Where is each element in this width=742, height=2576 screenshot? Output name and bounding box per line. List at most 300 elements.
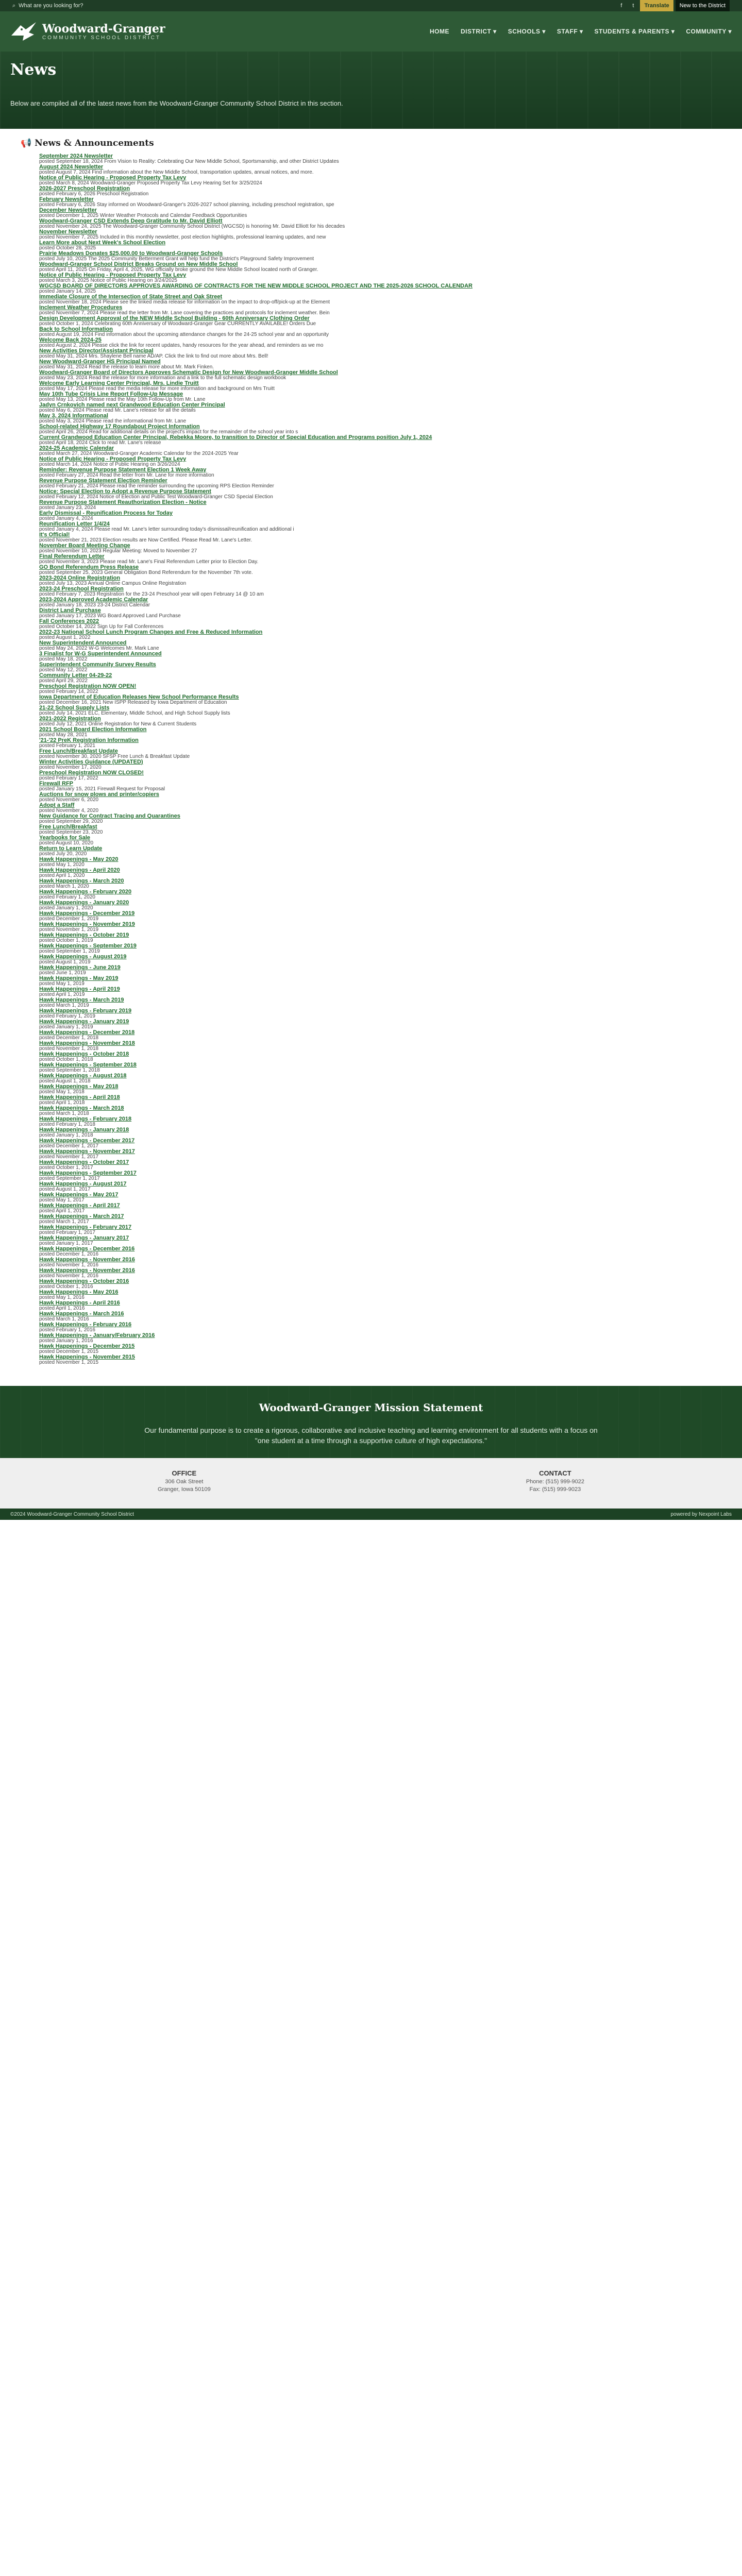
news-title-link[interactable]: Notice of Public Hearing - Proposed Property Tax Levy xyxy=(39,273,187,278)
news-title-link[interactable]: Notice of Public Hearing - Proposed Property Tax Levy xyxy=(39,175,187,181)
news-item xyxy=(39,1073,721,1084)
news-meta: posted September 1, 2019 xyxy=(39,948,100,954)
news-meta: posted September 23, 2020 xyxy=(39,829,103,835)
news-item xyxy=(39,554,721,565)
news-title-link[interactable]: Hawk Happenings - March 2018 xyxy=(39,1106,124,1111)
news-title-link[interactable]: Hawk Happenings - April 2018 xyxy=(39,1095,120,1100)
news-meta: posted January 1, 2020 xyxy=(39,905,93,911)
nav-district[interactable]: DISTRICT ▾ xyxy=(461,28,497,35)
nav-home[interactable]: HOME xyxy=(430,28,450,35)
news-title-link[interactable]: Hawk Happenings - October 2017 xyxy=(39,1160,129,1165)
news-meta: posted February 6, 2026 Stay informed on Woodward-Granger's 2026-2027 school planning, including preschool registration, spe xyxy=(39,202,334,208)
news-title-link[interactable]: Hawk Happenings - October 2019 xyxy=(39,933,129,938)
news-meta: posted November 21, 2023 Election results are Now Certified. Please Read Mr. Lane's Letter. xyxy=(39,537,252,543)
site-logo[interactable] xyxy=(10,20,165,43)
news-title-link[interactable]: Yearbooks for Sale xyxy=(39,835,91,841)
news-title-link[interactable]: Hawk Happenings - May 2018 xyxy=(39,1084,119,1090)
mission-title: Woodward-Granger Mission Statement xyxy=(259,1401,483,1414)
news-meta: posted March 1, 2018 xyxy=(39,1111,89,1116)
news-meta: posted February 1, 2021 xyxy=(39,743,95,749)
office-label: OFFICE xyxy=(172,1469,197,1477)
news-meta: posted March 1, 2016 xyxy=(39,1316,89,1322)
news-title-link[interactable]: Hawk Happenings - January 2018 xyxy=(39,1127,129,1133)
news-item xyxy=(39,1149,721,1160)
news-title-link[interactable]: Hawk Happenings - March 2020 xyxy=(39,878,124,884)
news-meta: posted January 1, 2019 xyxy=(39,1024,93,1030)
news-title-link[interactable]: Notice: Special Election to Adopt a Revenue Purpose Statement xyxy=(39,489,211,495)
news-title-link[interactable]: Learn More about Next Week's School Election xyxy=(39,240,166,246)
news-item xyxy=(39,727,721,738)
news-meta: posted December 1, 2016 xyxy=(39,1251,99,1257)
news-item xyxy=(39,749,721,759)
news-title-link[interactable]: Welcome Early Learning Center Principal, Mrs. Lindie Truitt xyxy=(39,381,199,386)
news-item xyxy=(39,532,721,543)
news-meta: posted November 18, 2024 Please see the linked media release for information on the impact to drop-off/pick-up at the Element xyxy=(39,299,330,305)
news-title-link[interactable]: 2023-2024 Approved Academic Calendar xyxy=(39,597,148,603)
news-title-link[interactable]: Reminder: Revenue Purpose Statement Election 1 Week Away xyxy=(39,467,207,473)
nav-staff[interactable]: STAFF ▾ xyxy=(556,28,583,35)
news-item xyxy=(39,337,721,348)
news-item xyxy=(39,1279,721,1290)
news-item xyxy=(39,1235,721,1246)
news-meta: posted September 1, 2017 xyxy=(39,1176,100,1181)
news-item xyxy=(39,1052,721,1062)
news-item xyxy=(39,597,721,608)
news-title-link[interactable]: February Newsletter xyxy=(39,197,94,202)
contact-label: CONTACT xyxy=(539,1469,571,1477)
news-title-link[interactable]: Woodward-Granger CSD Extends Deep Gratitude to Mr. David Elliott xyxy=(39,218,223,224)
news-item xyxy=(39,954,721,965)
news-title-link[interactable]: 2024-25 Academic Calendar xyxy=(39,446,114,451)
news-title-link[interactable]: Reunification Letter 1/4/24 xyxy=(39,521,110,527)
news-meta: posted May 6, 2024 Please read Mr. Lane's release for all the details xyxy=(39,408,196,413)
news-item xyxy=(39,575,721,586)
facebook-icon[interactable]: f xyxy=(620,3,622,9)
news-meta: posted June 1, 2019 xyxy=(39,970,86,976)
news-meta: posted January 15, 2021 Firewall Request for Proposal xyxy=(39,786,165,792)
news-title-link[interactable]: Hawk Happenings - May 2019 xyxy=(39,976,119,981)
news-title-link[interactable]: Hawk Happenings - February 2020 xyxy=(39,889,132,895)
news-meta: posted October 1, 2017 xyxy=(39,1165,93,1171)
news-title-link[interactable]: Hawk Happenings - March 2017 xyxy=(39,1214,124,1219)
news-title-link[interactable]: Preschool Registration NOW CLOSED! xyxy=(39,770,144,776)
news-meta: posted November 10, 2023 Regular Meeting: Moved to November 27 xyxy=(39,548,197,554)
news-item xyxy=(39,640,721,651)
news-title-link[interactable]: Hawk Happenings - November 2019 xyxy=(39,922,135,927)
news-title-link[interactable]: Winter Activities Guidance (UPDATED) xyxy=(39,759,143,765)
news-title-link[interactable]: Auctions for snow plows and printer/copiers xyxy=(39,792,159,798)
page-description: Below are compiled all of the latest news from the Woodward-Granger Community School District in this section. xyxy=(10,99,343,107)
news-title-link[interactable]: Hawk Happenings - February 2016 xyxy=(39,1322,132,1328)
news-meta: posted April 1, 2019 xyxy=(39,992,85,997)
news-meta: posted August 1, 2018 xyxy=(39,1078,91,1084)
news-title-link[interactable]: August 2024 Newsletter xyxy=(39,164,104,170)
news-title-link[interactable]: Hawk Happenings - December 2015 xyxy=(39,1344,135,1349)
news-item xyxy=(39,651,721,662)
news-meta: posted April 1, 2020 xyxy=(39,873,85,878)
news-item xyxy=(39,814,721,824)
news-meta: posted January 1, 2016 xyxy=(39,1338,93,1344)
news-meta: posted March 8, 2024 Woodward-Granger Proposed Property Tax Levy Hearing Set for 3/25/2024 xyxy=(39,180,262,186)
news-title-link[interactable]: New Activities Director/Assistant Principal xyxy=(39,348,154,354)
news-item xyxy=(39,435,721,446)
news-title-link[interactable]: 3 Finalist for W-G Superintendent Announced xyxy=(39,651,162,657)
news-item xyxy=(39,1095,721,1106)
new-to-district-link[interactable]: New to the District xyxy=(676,0,730,11)
news-title-link[interactable]: Final Referendum Letter xyxy=(39,554,105,560)
news-title-link[interactable]: Hawk Happenings - September 2017 xyxy=(39,1171,137,1176)
news-title-link[interactable]: Hawk Happenings - September 2018 xyxy=(39,1062,137,1068)
news-meta: posted February 1, 2018 xyxy=(39,1122,95,1127)
news-item xyxy=(39,511,721,521)
news-meta: posted January 4, 2024 xyxy=(39,516,93,521)
news-item xyxy=(39,857,721,868)
news-item xyxy=(39,1268,721,1279)
news-meta: posted August 2, 2024 Please click the link for recent updates, handy resources for the year ahead, and reminders as we mo xyxy=(39,343,324,348)
news-item xyxy=(39,1181,721,1192)
news-title-link[interactable]: Early Dismissal - Reunification Process for Today xyxy=(39,511,173,516)
news-title-link[interactable]: Back to School Information xyxy=(39,327,113,332)
news-title-link[interactable]: Immediate Closure of the Intersection of State Street and Oak Street xyxy=(39,294,223,300)
news-title-link[interactable]: Hawk Happenings - March 2016 xyxy=(39,1311,124,1317)
news-title-link[interactable]: Revenue Purpose Statement Election Reminder xyxy=(39,478,167,484)
news-item xyxy=(39,987,721,997)
news-item xyxy=(39,1127,721,1138)
news-meta: posted May 1, 2017 xyxy=(39,1197,85,1203)
news-meta: posted July 13, 2023 Annual Online Campus Online Registration xyxy=(39,581,187,586)
news-title-link[interactable]: November Newsletter xyxy=(39,229,97,235)
news-title-link[interactable]: 21-22 School Supply Lists xyxy=(39,705,110,711)
news-title-link[interactable]: Hawk Happenings - May 2017 xyxy=(39,1192,119,1198)
news-meta: posted December 16, 2021 New ISPP Released by Iowa Department of Education xyxy=(39,700,227,705)
office-address-line: 306 Oak Street xyxy=(165,1479,204,1485)
news-meta: posted March 1, 2019 xyxy=(39,1003,89,1008)
news-meta: posted May 13, 2024 Please read the May 10th Follow-Up from Mr. Lane xyxy=(39,397,206,402)
news-item xyxy=(39,1311,721,1322)
news-item xyxy=(39,240,721,251)
news-meta: posted October 1, 2018 xyxy=(39,1057,93,1062)
news-item xyxy=(39,197,721,208)
news-item xyxy=(39,521,721,532)
news-item xyxy=(39,1019,721,1030)
news-title-link[interactable]: Hawk Happenings - November 2018 xyxy=(39,1041,135,1046)
nav-students-parents[interactable]: STUDENTS & PARENTS ▾ xyxy=(594,28,675,35)
news-meta: posted January 1, 2018 xyxy=(39,1132,93,1138)
news-meta: posted July 10, 2025 The 2025 Community Betterment Grant will help fund the District's Playground Safety Improvement xyxy=(39,256,314,262)
news-item xyxy=(39,781,721,792)
news-meta: posted April 1, 2016 xyxy=(39,1306,85,1311)
news-item xyxy=(39,738,721,749)
news-title-link[interactable]: November Board Meeting Change xyxy=(39,543,130,549)
news-item xyxy=(39,586,721,597)
news-title-link[interactable]: WGCSD BOARD OF DIRECTORS APPROVES AWARDING OF CONTRACTS FOR THE NEW MIDDLE SCHOOL PROJECT AND THE 2025-2026 SCHOOL CALENDAR xyxy=(39,283,473,289)
news-item xyxy=(39,316,721,327)
news-item xyxy=(39,630,721,640)
news-item xyxy=(39,1084,721,1095)
news-title-link[interactable]: Prairie Meadows Donates $25,000.00 to Woodward-Granger Schools xyxy=(39,251,223,257)
news-title-link[interactable]: Hawk Happenings - August 2017 xyxy=(39,1181,127,1187)
news-title-link[interactable]: September 2024 Newsletter xyxy=(39,154,113,159)
news-item xyxy=(39,251,721,262)
news-item xyxy=(39,283,721,294)
contact-info xyxy=(526,1469,584,1509)
news-title-link[interactable]: Hawk Happenings - April 2020 xyxy=(39,868,120,873)
news-item xyxy=(39,770,721,781)
news-title-link[interactable]: Inclement Weather Procedures xyxy=(39,305,123,311)
news-title-link[interactable]: 2022-23 National School Lunch Program Changes and Free & Reduced Information xyxy=(39,630,263,635)
news-meta: posted October 28, 2025 xyxy=(39,245,96,251)
news-title-link[interactable]: Hawk Happenings - December 2016 xyxy=(39,1246,135,1252)
news-item xyxy=(39,359,721,370)
news-title-link[interactable]: Hawk Happenings - May 2016 xyxy=(39,1290,119,1295)
news-title-link[interactable]: New Woodward-Granger HS Principal Named xyxy=(39,359,161,365)
search-icon[interactable]: ⌕ xyxy=(12,2,16,9)
news-meta: posted February 1, 2016 xyxy=(39,1327,95,1333)
news-meta: posted December 1, 2017 xyxy=(39,1143,99,1149)
news-title-link[interactable]: New Guidance for Contract Tracing and Quarantines xyxy=(39,814,180,819)
news-meta: posted March 27, 2024 Woodward-Granger Academic Calendar for the 2024-2025 Year xyxy=(39,451,239,456)
news-meta: posted August 10, 2020 xyxy=(39,840,94,846)
news-title-link[interactable]: Hawk Happenings - March 2019 xyxy=(39,997,124,1003)
news-title-link[interactable]: Hawk Happenings - October 2016 xyxy=(39,1279,129,1284)
news-item xyxy=(39,1214,721,1225)
news-title-link[interactable]: Firewall RFP xyxy=(39,781,74,787)
news-meta: posted July 20, 2020 xyxy=(39,851,87,857)
news-item xyxy=(39,402,721,413)
powered-by-link[interactable]: powered by Nexpoint Labs xyxy=(670,1511,732,1517)
news-title-link[interactable]: Hawk Happenings - February 2017 xyxy=(39,1225,132,1230)
news-title-link[interactable]: Hawk Happenings - November 2015 xyxy=(39,1354,135,1360)
news-meta: posted September 1, 2018 xyxy=(39,1067,100,1073)
news-item xyxy=(39,1106,721,1116)
news-title-link[interactable]: Hawk Happenings - June 2019 xyxy=(39,965,121,971)
news-meta: posted February 1, 2017 xyxy=(39,1230,95,1235)
news-item xyxy=(39,1116,721,1127)
news-title-link[interactable]: May 3, 2024 Informational xyxy=(39,413,108,419)
news-title-link[interactable]: Superintendent Community Survey Results xyxy=(39,662,156,668)
news-title-link[interactable]: Jadyn Crnkovich named next Grandwood Education Center Principal xyxy=(39,402,225,408)
news-item xyxy=(39,792,721,803)
news-title-link[interactable]: Woodward-Granger School District Breaks Ground on New Middle School xyxy=(39,262,238,267)
news-item xyxy=(39,446,721,456)
nav-schools[interactable]: SCHOOLS ▾ xyxy=(508,28,546,35)
news-title-link[interactable]: May 10th Tube Crisis Line Report Follow-Up Message xyxy=(39,392,183,397)
page-hero xyxy=(0,52,742,129)
news-item xyxy=(39,478,721,489)
news-title-link[interactable]: Hawk Happenings - December 2018 xyxy=(39,1030,135,1036)
news-title-link[interactable]: Hawk Happenings - November 2016 xyxy=(39,1268,135,1274)
news-title-link[interactable]: Hawk Happenings - May 2020 xyxy=(39,857,119,862)
news-item xyxy=(39,218,721,229)
news-meta: posted February 17, 2022 xyxy=(39,775,98,781)
news-title-link[interactable]: 2026-2027 Preschool Registration xyxy=(39,186,130,192)
news-meta: posted November 6, 2020 xyxy=(39,797,99,803)
news-title-link[interactable]: Hawk Happenings - August 2019 xyxy=(39,954,127,960)
news-item xyxy=(39,1138,721,1149)
news-item xyxy=(39,262,721,273)
news-title-link[interactable]: Hawk Happenings - September 2019 xyxy=(39,943,137,949)
contact-bar xyxy=(0,1458,742,1509)
news-title-link[interactable]: Hawk Happenings - April 2017 xyxy=(39,1203,120,1209)
news-meta: posted February 1, 2019 xyxy=(39,1013,95,1019)
news-meta: posted September 18, 2024 From Vision to Reality: Celebrating Our New Middle School, Sportsmanship, and other District Updates xyxy=(39,159,339,164)
news-meta: posted November 1, 2018 xyxy=(39,1046,99,1052)
news-meta: posted July 14, 2021 ELC, Elementary, Middle School, and High School Supply lists xyxy=(39,710,230,716)
news-item xyxy=(39,1344,721,1354)
news-item xyxy=(39,889,721,900)
news-title-link[interactable]: Preschool Registration NOW OPEN! xyxy=(39,684,137,689)
news-meta: posted May 17, 2024 Please read the media release for more information and background on Mrs Truitt xyxy=(39,386,275,392)
news-item xyxy=(39,1008,721,1019)
news-meta: posted April 1, 2017 xyxy=(39,1208,85,1214)
news-item xyxy=(39,154,721,164)
news-title-link[interactable]: School-related Highway 17 Roundabout Project Information xyxy=(39,424,200,430)
news-meta: posted April 29, 2022 xyxy=(39,678,88,684)
news-meta: posted December 1, 2018 xyxy=(39,1035,99,1041)
news-meta: posted January 23, 2024 xyxy=(39,505,96,511)
news-meta: posted March 3, 2025 Notice of Public Hearing on 3/24/2025 xyxy=(39,278,177,283)
site-header xyxy=(0,11,742,52)
news-title-link[interactable]: Iowa Department of Education Releases New School Performance Results xyxy=(39,694,239,700)
news-title-link[interactable]: Free Lunch/Breakfast xyxy=(39,824,97,830)
news-item xyxy=(39,911,721,922)
news-title-link[interactable]: Adopt a Staff xyxy=(39,803,75,808)
news-meta: posted April 18, 2024 Click to read Mr. Lane's release xyxy=(39,440,161,446)
news-title-link[interactable]: 2023-24 Preschool Registration xyxy=(39,586,124,592)
news-title-link[interactable]: 2021 School Board Election Information xyxy=(39,727,147,733)
news-meta: posted August 1, 2019 xyxy=(39,959,91,965)
news-title-link[interactable]: Hawk Happenings - January 2020 xyxy=(39,900,129,906)
news-title-link[interactable]: Current Grandwood Education Center Principal, Rebekka Moore, to transition to Director of Special Education and Programs position July 1, 2024 xyxy=(39,435,432,440)
news-title-link[interactable]: 2021-2022 Registration xyxy=(39,716,101,722)
news-item xyxy=(39,456,721,467)
section-heading xyxy=(21,138,721,148)
news-item xyxy=(39,1322,721,1333)
news-meta: posted March 14, 2024 Notice of Public Hearing on 3/26/2024 xyxy=(39,462,180,467)
news-meta: posted November 1, 2019 xyxy=(39,927,99,933)
news-item xyxy=(39,348,721,359)
news-meta: posted May 1, 2019 xyxy=(39,981,85,987)
news-item xyxy=(39,175,721,186)
news-item xyxy=(39,489,721,500)
search-input[interactable]: What are you looking for? xyxy=(19,3,83,9)
news-item xyxy=(39,543,721,554)
news-title-link[interactable]: December Newsletter xyxy=(39,208,97,213)
news-title-link[interactable]: Notice of Public Hearing - Proposed Property Tax Levy xyxy=(39,456,187,462)
news-item xyxy=(39,1203,721,1214)
news-meta: posted May 1, 2020 xyxy=(39,862,85,868)
news-title-link[interactable]: '21-'22 PreK Registration Information xyxy=(39,738,139,743)
news-item xyxy=(39,803,721,814)
news-title-link[interactable]: Hawk Happenings - November 2016 xyxy=(39,1257,135,1263)
news-title-link[interactable]: Free Lunch/Breakfast Update xyxy=(39,749,118,754)
news-item xyxy=(39,1333,721,1344)
news-title-link[interactable]: Community Letter 04-29-22 xyxy=(39,673,112,679)
news-item xyxy=(39,1041,721,1052)
phone-number[interactable]: Phone: (515) 999-9022 xyxy=(526,1479,584,1485)
site-footer xyxy=(0,1509,742,1520)
news-title-link[interactable]: Revenue Purpose Statement Reauthorization Election - Notice xyxy=(39,500,207,505)
news-title-link[interactable]: Hawk Happenings - April 2016 xyxy=(39,1300,120,1306)
news-title-link[interactable]: Hawk Happenings - February 2018 xyxy=(39,1116,132,1122)
news-title-link[interactable]: Hawk Happenings - January 2019 xyxy=(39,1019,129,1025)
twitter-icon[interactable]: t xyxy=(632,3,634,9)
news-meta: posted November 24, 2025 The Woodward-Granger Community School District (WGCSD) is honoring Mr. David Elliott for his decades xyxy=(39,224,345,229)
news-title-link[interactable]: Hawk Happenings - December 2019 xyxy=(39,911,135,917)
news-title-link[interactable]: Hawk Happenings - February 2019 xyxy=(39,1008,132,1014)
news-item xyxy=(39,229,721,240)
news-item xyxy=(39,208,721,218)
news-meta: posted November 1, 2017 xyxy=(39,1154,99,1160)
news-title-link[interactable]: New Superintendent Announced xyxy=(39,640,127,646)
news-title-link[interactable]: District Land Purchase xyxy=(39,608,101,614)
megaphone-icon: 📢 xyxy=(21,138,32,148)
news-item xyxy=(39,294,721,305)
news-item xyxy=(39,327,721,337)
news-title-link[interactable]: It's Official! xyxy=(39,532,70,538)
news-title-link[interactable]: Welcome Back 2024-25 xyxy=(39,337,102,343)
news-item xyxy=(39,273,721,283)
mission-section xyxy=(0,1386,742,1458)
news-item xyxy=(39,164,721,175)
news-title-link[interactable]: Hawk Happenings - October 2018 xyxy=(39,1052,129,1057)
news-meta: posted May 1, 2016 xyxy=(39,1295,85,1300)
news-item xyxy=(39,1030,721,1041)
news-item xyxy=(39,976,721,987)
news-title-link[interactable]: Woodward-Granger Board of Directors Approves Schematic Design for New Woodward-Granger Middle School xyxy=(39,370,338,376)
news-meta: posted May 24, 2022 W-G Welcomes Mr. Mark Lane xyxy=(39,646,159,651)
news-title-link[interactable]: Hawk Happenings - January 2017 xyxy=(39,1235,129,1241)
news-meta: posted October 1, 2016 xyxy=(39,1284,93,1290)
news-item xyxy=(39,619,721,630)
news-title-link[interactable]: Hawk Happenings - August 2018 xyxy=(39,1073,127,1079)
news-title-link[interactable]: GO Bond Referendum Press Release xyxy=(39,565,139,570)
news-title-link[interactable]: 2023-2024 Online Registration xyxy=(39,575,121,581)
news-title-link[interactable]: Return to Learn Update xyxy=(39,846,103,852)
news-item xyxy=(39,933,721,943)
translate-button[interactable]: Translate xyxy=(640,0,673,11)
search-area[interactable] xyxy=(12,3,83,9)
site-subtitle: COMMUNITY SCHOOL DISTRICT xyxy=(42,35,161,41)
news-meta: posted February 27, 2024 Read the letter from Mr. Lane for more information xyxy=(39,472,214,478)
news-meta: posted November 1, 2015 xyxy=(39,1360,99,1365)
news-meta: posted November 1, 2016 xyxy=(39,1273,99,1279)
news-title-link[interactable]: Hawk Happenings - December 2017 xyxy=(39,1138,135,1144)
news-meta: posted August 7, 2024 Find information about the New Middle School, transportation updates, annual notices, and more. xyxy=(39,170,314,175)
news-title-link[interactable]: Hawk Happenings - January/February 2016 xyxy=(39,1333,155,1338)
news-meta: posted November 1, 2016 xyxy=(39,1262,99,1268)
news-item xyxy=(39,392,721,402)
news-meta: posted March 1, 2020 xyxy=(39,884,89,889)
news-meta: posted February 1, 2020 xyxy=(39,894,95,900)
news-meta: posted February 14, 2022 xyxy=(39,689,98,694)
nav-community[interactable]: COMMUNITY ▾ xyxy=(686,28,732,35)
news-item xyxy=(39,500,721,511)
news-meta: posted December 1, 2019 xyxy=(39,916,99,922)
news-meta: posted April 11, 2025 On Friday, April 4, 2025, WG officially broke ground the New Middle School located north of Granger. xyxy=(39,267,318,273)
news-title-link[interactable]: Fall Conferences 2022 xyxy=(39,619,99,624)
news-title-link[interactable]: Design Development Approval of the NEW Middle School Building - 60th Anniversary Clothing Order xyxy=(39,316,310,321)
news-title-link[interactable]: Hawk Happenings - November 2017 xyxy=(39,1149,135,1155)
news-title-link[interactable]: Hawk Happenings - April 2019 xyxy=(39,987,120,992)
news-meta: posted February 6, 2026 Preschool Registration xyxy=(39,191,149,197)
copyright: ©2024 Woodward-Granger Community School District xyxy=(10,1511,134,1517)
news-meta: posted November 3, 2023 Please read Mr. Lane's Final Referendum Letter prior to Election Day. xyxy=(39,559,259,565)
news-meta: posted May 31, 2024 Read the release to learn more about Mr. Mark Finken. xyxy=(39,364,214,370)
news-meta: posted April 26, 2024 Read for additional details on the project's impact for the remainder of the school year into s xyxy=(39,429,298,435)
news-item xyxy=(39,900,721,911)
news-meta: posted May 1, 2018 xyxy=(39,1089,85,1095)
